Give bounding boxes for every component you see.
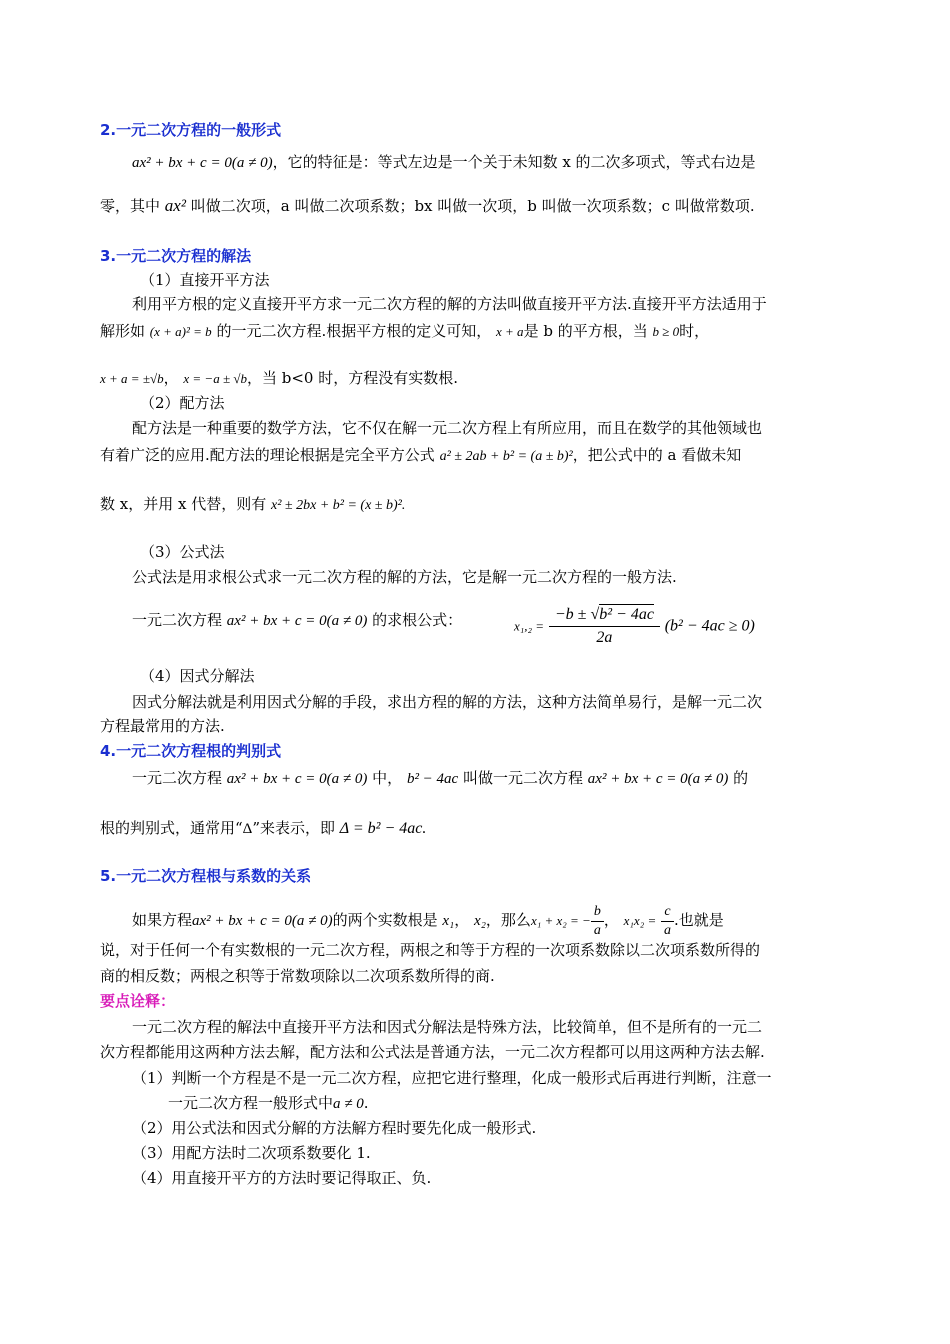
text: 一元二次方程: [132, 769, 223, 787]
root-x1: x₁: [442, 913, 455, 929]
general-form-formula: ax² + bx + c = 0(a ≠ 0): [132, 155, 273, 171]
section-3-title: 3.一元二次方程的解法: [100, 247, 252, 265]
text: ，那么: [485, 911, 531, 929]
text: ，它的特征是：等式左边是一个关于未知数 x 的二次多项式，等式右边是: [272, 153, 756, 171]
note-item-3: （3）用配方法时二次项系数要化 1.: [132, 1144, 371, 1162]
a-neq-0-formula: a ≠ 0: [333, 1096, 364, 1112]
product-of-roots-fraction: [661, 903, 674, 940]
formula-x-plus-a-sqrt: x + a = ±√b: [100, 371, 164, 386]
section-5-title: 5.一元二次方程根与系数的关系: [100, 867, 312, 885]
note-item-4: （4）用直接开平方的方法时要记得取正、负.: [132, 1169, 432, 1187]
method-1-title: （1）直接开平方法: [140, 271, 270, 289]
method-1-para-1: 利用平方根的定义直接开平方求一元二次方程的解的方法叫做直接开平方法.直接开平方法适用于: [132, 295, 767, 313]
text: 时，: [679, 322, 710, 340]
text: ，: [603, 911, 619, 929]
numerator: b: [591, 903, 604, 922]
section-2-line-2: [100, 196, 755, 216]
section-5-line-3: 商的相反数；两根之积等于常数项除以二次项系数所得的商.: [100, 967, 495, 985]
denominator: a: [593, 922, 601, 938]
notes-para-1: 一元二次方程的解法中直接开平方法和因式分解法是特殊方法，比较简单，但不是所有的一元二: [132, 1018, 763, 1036]
text: 的求根公式：: [372, 611, 463, 629]
method-2-title: （2）配方法: [140, 394, 225, 412]
text: 叫做二次项，a 叫做二次项系数；bx 叫做一次项，b 叫做一次项系数；c 叫做常数项.: [190, 197, 755, 215]
section-5-line-1: [132, 902, 724, 940]
text: 的两个实数根是: [332, 911, 438, 929]
text: 根的判别式，通常用“: [100, 819, 243, 837]
general-form-formula: ax² + bx + c = 0(a ≠ 0): [226, 771, 368, 787]
product-of-roots-lhs: x₁x₂ =: [623, 913, 657, 928]
quadratic-formula: [514, 604, 755, 649]
general-form-formula: ax² + bx + c = 0(a ≠ 0): [226, 613, 368, 629]
note-item-1: （1）判断一个方程是不是一元二次方程，应把它进行整理，化成一般形式后再进行判断，注意一: [132, 1069, 772, 1087]
method-4-title: （4）因式分解法: [140, 667, 255, 685]
perfect-square-formula: a² ± 2ab + b² = (a ± b)²: [439, 449, 573, 464]
text: 的: [733, 769, 749, 787]
method-3-para-1: 公式法是用求根公式求一元二次方程的解的方法，它是解一元二次方程的一般方法.: [132, 568, 677, 586]
section-4-line-2: [100, 818, 426, 839]
text: ，: [163, 369, 179, 387]
text: 零，其中: [100, 197, 161, 215]
general-form-formula: ax² + bx + c = 0(a ≠ 0): [192, 913, 333, 929]
note-item-1-cont: [168, 1093, 369, 1114]
sum-of-roots-lhs: x₁ + x₂ = −: [530, 913, 591, 928]
text: 有着广泛的应用.配方法的理论根据是完全平方公式: [100, 446, 435, 464]
method-1-para-3: [100, 368, 458, 389]
section-2-line-1: [132, 152, 756, 173]
delta-symbol: Δ: [242, 821, 253, 837]
denominator: a: [664, 922, 672, 938]
perfect-square-x-formula: x² ± 2bx + b² = (x ± b)².: [271, 498, 406, 513]
formula-numerator: −b ± √b² − 4ac: [549, 604, 660, 627]
key-points-title: 要点诠释：: [100, 992, 176, 1010]
text: 如果方程: [132, 911, 193, 929]
text: ，当 b<0 时，方程没有实数根.: [246, 369, 459, 387]
formula-denominator: 2a: [596, 629, 613, 646]
text: ，把公式中的 a 看做未知: [572, 446, 742, 464]
text: −b ±: [554, 606, 587, 623]
text: ”来表示，即: [252, 819, 335, 837]
text: 数 x，并用 x 代替，则有: [100, 495, 267, 513]
discriminant-condition: (b² − 4ac ≥ 0): [664, 617, 755, 635]
formula-x-minus-a-sqrt: x = −a ± √b: [183, 371, 247, 386]
formula-lhs: x₁,₂ =: [514, 618, 545, 634]
formula-b-geq-0: b ≥ 0: [652, 324, 680, 339]
method-2-para-3: [100, 494, 405, 516]
formula-fraction: [549, 604, 660, 649]
method-1-para-2: [100, 321, 709, 342]
text: .也就是: [674, 911, 724, 929]
text: 中，: [372, 769, 403, 787]
section-2-title: 2.一元二次方程的一般形式: [100, 121, 282, 139]
method-2-para-2: [100, 445, 741, 467]
formula-x-plus-a: x + a: [496, 324, 524, 339]
method-3-title: （3）公式法: [140, 543, 225, 561]
notes-para-2: 次方程都能用这两种方法去解，配方法和公式法是普通方法，一元二次方程都可以用这两种方法去解.: [100, 1043, 765, 1061]
text: 叫做一元二次方程: [463, 769, 584, 787]
general-form-formula: ax² + bx + c = 0(a ≠ 0): [587, 771, 729, 787]
text: 的一元二次方程.根据平方根的定义可知，: [216, 322, 492, 340]
text: 一元二次方程一般形式中: [168, 1094, 334, 1112]
numerator: c: [661, 903, 674, 922]
note-item-2: （2）用公式法和因式分解的方法解方程时要先化成一般形式.: [132, 1119, 537, 1137]
radicand: b² − 4ac: [599, 606, 654, 623]
method-3-para-2: [132, 610, 462, 631]
method-4-para-2: 方程最常用的方法.: [100, 717, 225, 735]
method-2-para-1: 配方法是一种重要的数学方法，它不仅在解一元二次方程上有所应用，而且在数学的其他领域也: [132, 419, 763, 437]
text: .: [363, 1094, 369, 1112]
root-x2: x₂: [474, 913, 486, 929]
ax2-formula: ax²: [164, 196, 186, 215]
section-4-title: 4.一元二次方程根的判别式: [100, 742, 282, 760]
delta-definition-formula: Δ = b² − 4ac.: [339, 820, 427, 837]
section-4-line-1: [132, 768, 748, 789]
text: 是 b 的平方根，当: [523, 322, 648, 340]
formula-xa-squared: (x + a)² = b: [149, 324, 212, 339]
sum-of-roots-fraction: [591, 903, 604, 940]
section-5-line-2: 说，对于任何一个有实数根的一元二次方程，两根之和等于方程的一次项系数除以二次项系数所得的: [100, 941, 761, 959]
text: 解形如: [100, 322, 146, 340]
discriminant-formula: b² − 4ac: [406, 771, 459, 787]
text: ，: [454, 911, 470, 929]
text: 一元二次方程: [132, 611, 223, 629]
method-4-para-1: 因式分解法就是利用因式分解的手段，求出方程的解的方法，这种方法简单易行，是解一元二次: [132, 693, 763, 711]
